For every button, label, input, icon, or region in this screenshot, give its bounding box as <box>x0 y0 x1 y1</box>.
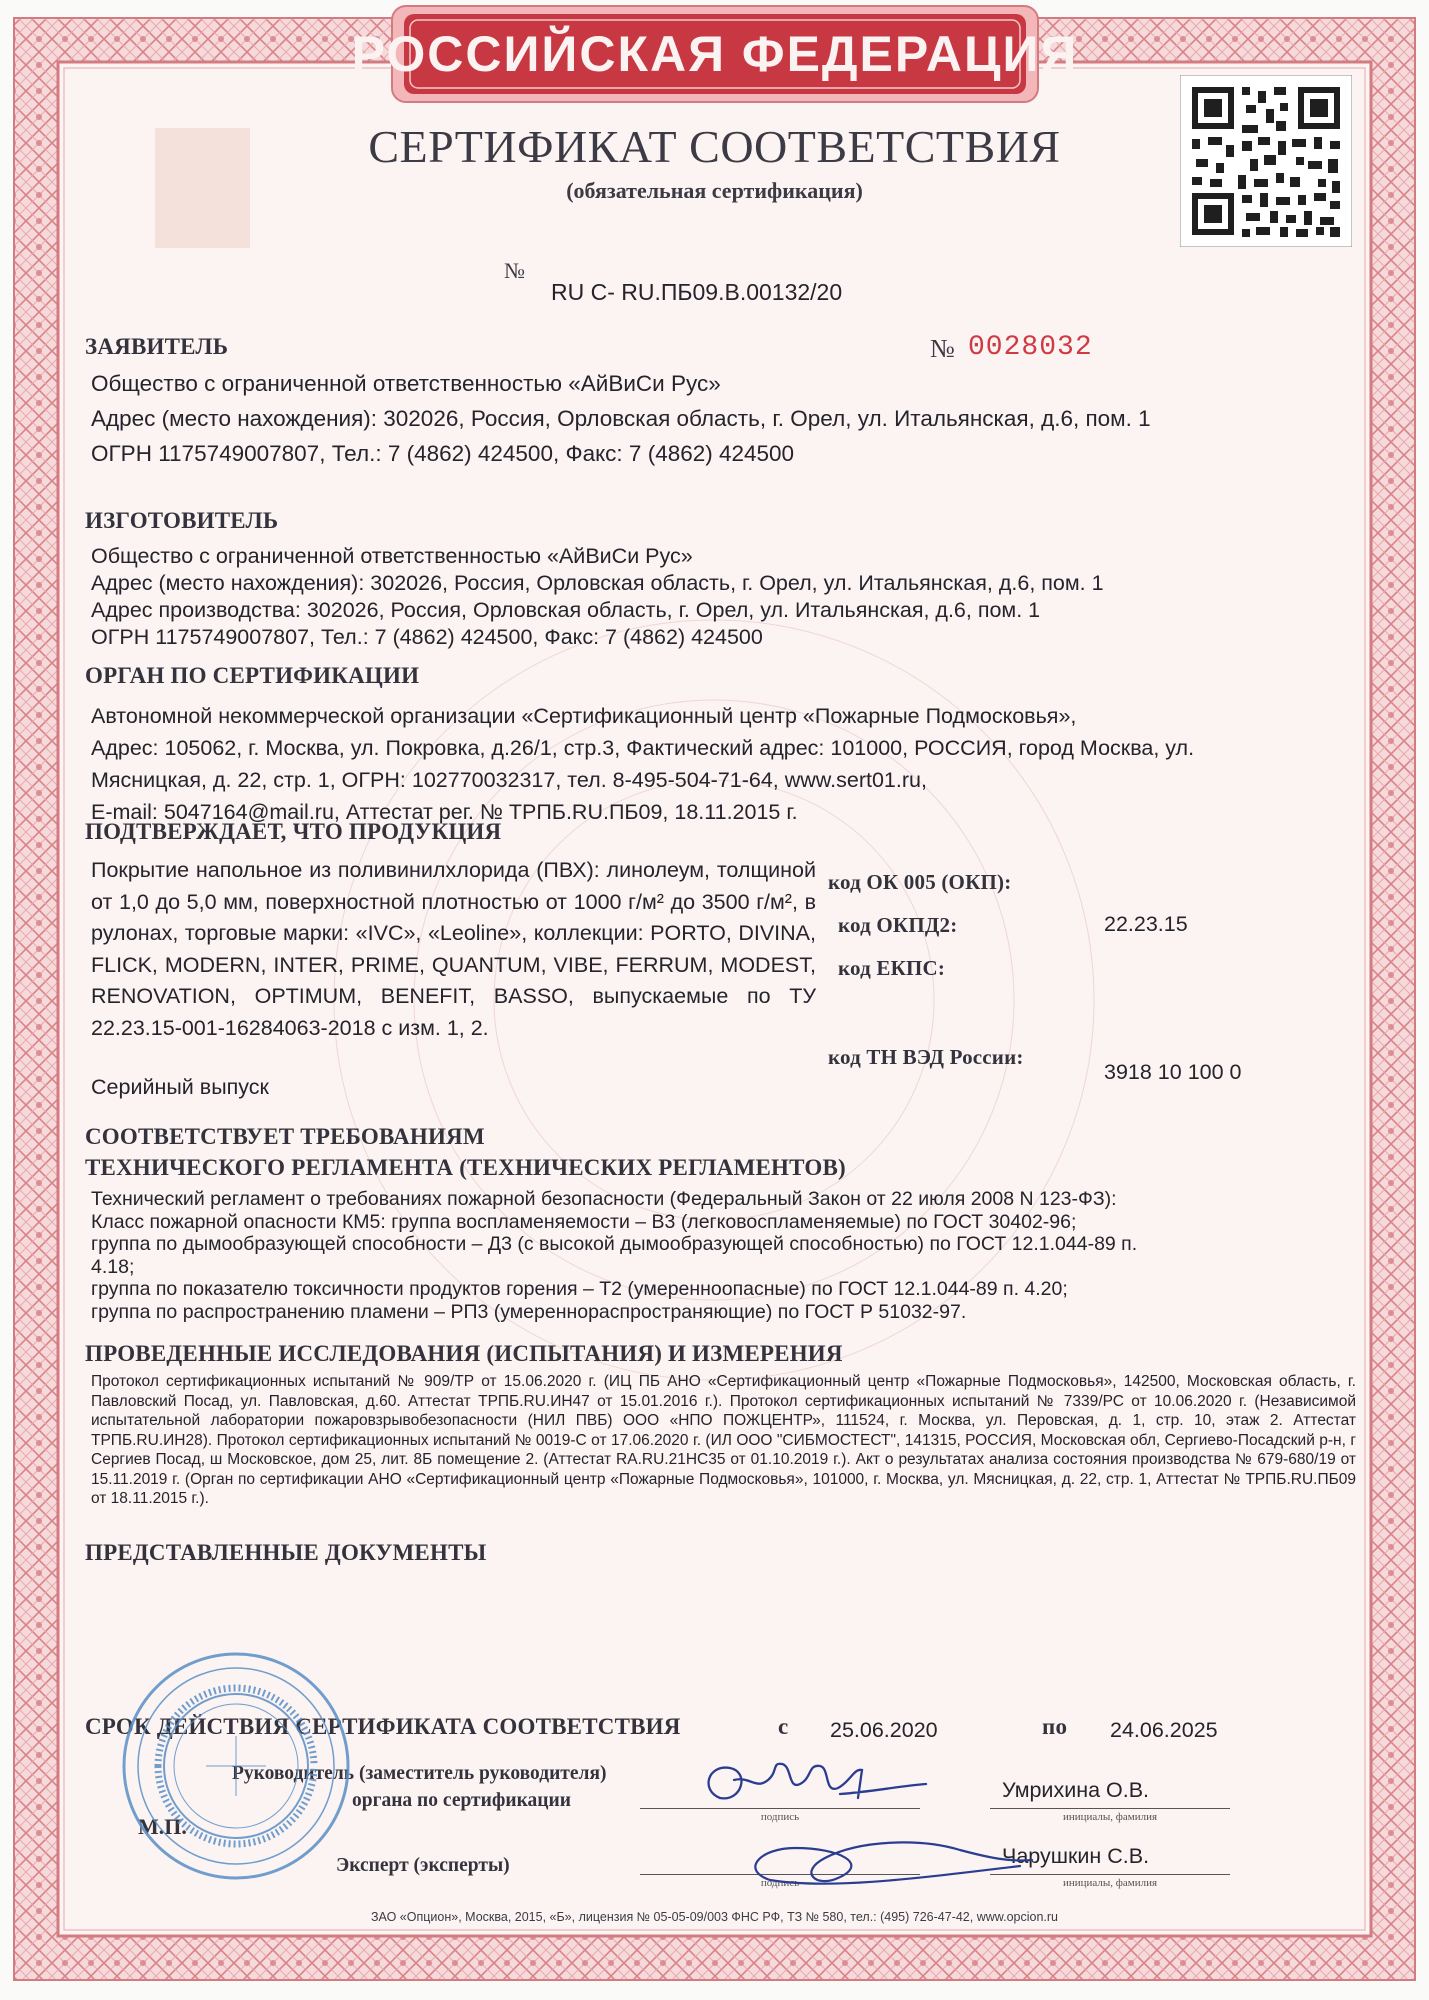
blank-number-prefix: № <box>930 334 955 363</box>
number-prefix: № <box>504 258 525 283</box>
code-okpd2-label: код ОКПД2: <box>838 913 958 937</box>
validity-to-label: по <box>1042 1714 1068 1739</box>
code-tnved-label: код ТН ВЭД России: <box>828 1045 1024 1069</box>
head-name-line <box>990 1808 1230 1809</box>
manufacturer-production-address: Адрес производства: 302026, Россия, Орловская область, г. Орел, ул. Итальянская, д.6, пом. 1 <box>91 598 1041 622</box>
requirements-heading-2: ТЕХНИЧЕСКОГО РЕГЛАМЕНТА (ТЕХНИЧЕСКИХ РЕГЛАМЕНТОВ) <box>85 1155 846 1180</box>
expert-name-caption: инициалы, фамилия <box>1062 1877 1158 1889</box>
product-serial: Серийный выпуск <box>91 1075 269 1099</box>
official-seal <box>118 1648 354 1884</box>
validity-from-label: с <box>778 1714 789 1739</box>
cert-body-block <box>91 700 1194 828</box>
head-signature <box>690 1750 930 1820</box>
product-description: Покрытие напольное из поливинилхлорида (ПВХ): линолеум, толщиной от 1,0 до 5,0 мм, поверхностной плотностью от 1000 г/м² до 3500 г/м², в рулонах, торговые марки: «IVC», «Leoline», коллекции: PORTO, DIVINA, FLICK, MODERN, INTER, PRIME, QUANTUM, VIBE, FERRUM, MODEST, RENOVATION, OPTIMUM, BENEFIT, BASSO, выпускаемые по ТУ 22.23.15-001-16284063-2018 с изм. 1, 2. <box>91 858 816 1040</box>
manufacturer-block <box>91 543 1104 651</box>
cert-body-address: Адрес: 105062, г. Москва, ул. Покровка, д.26/1, стр.3, Фактический адрес: 101000, РОССИЯ, город Москва, ул. <box>91 736 1195 760</box>
head-signature-caption: подпись <box>760 1811 800 1823</box>
requirement-line: 4.18; <box>91 1255 135 1278</box>
requirement-line: группа по дымообразующей способности – Д3 (с высокой дымообразующей способностью) по ГОСТ 12.1.044-89 п. <box>91 1233 1138 1255</box>
validity-from-date: 25.06.2020 <box>830 1718 938 1742</box>
documents-heading: ПРЕДСТАВЛЕННЫЕ ДОКУМЕНТЫ <box>85 1540 487 1565</box>
expert-name: Чарушкин С.В. <box>1002 1844 1150 1868</box>
cert-body-address-cont: Мясницкая, д. 22, стр. 1, ОГРН: 102770032317, тел. 8-495-504-71-64, www.sert01.ru, <box>91 768 927 792</box>
validity-to-date: 24.06.2025 <box>1110 1718 1218 1742</box>
expert-label: Эксперт (эксперты) <box>336 1855 510 1876</box>
head-label: Руководитель (заместитель руководителя) <box>232 1763 607 1784</box>
cert-body-name: Автономной некоммерческой организации «Сертификационный центр «Пожарные Подмосковья», <box>91 704 1077 728</box>
expert-signature-caption: подпись <box>760 1877 800 1889</box>
manufacturer-address: Адрес (место нахождения): 302026, Россия, Орловская область, г. Орел, ул. Итальянская, д.6, пом. 1 <box>91 571 1104 595</box>
code-okpd2-value: 22.23.15 <box>1104 912 1188 936</box>
requirement-line: группа по распространению пламени – РП3 (умереннораспространяющие) по ГОСТ Р 51032-97. <box>91 1300 967 1323</box>
code-okp-label: код ОК 005 (ОКП): <box>828 870 1012 894</box>
code-ekps-label: код ЕКПС: <box>838 956 946 980</box>
requirements-block <box>91 1188 1137 1323</box>
seal-label: М.П. <box>138 1814 187 1839</box>
requirement-line: группа по показателю токсичности продуктов горения – Т2 (умеренноопасные) по ГОСТ 12.1.044-89 п. 4.20; <box>91 1278 1068 1300</box>
head-name-caption: инициалы, фамилия <box>1062 1811 1158 1823</box>
blank-number: 0028032 <box>968 332 1093 363</box>
country-banner <box>351 14 1079 94</box>
requirement-line: Класс пожарной опасности КМ5: группа воспламеняемости – В3 (легковоспламеняемые) по ГОСТ 30402-96; <box>91 1210 1077 1233</box>
cert-body-email: E-mail: 5047164@mail.ru, Аттестат рег. № ТРПБ.RU.ПБ09, 18.11.2015 г. <box>91 800 798 824</box>
cert-body-heading: ОРГАН ПО СЕРТИФИКАЦИИ <box>85 663 420 688</box>
code-tnved-value: 3918 10 100 0 <box>1104 1060 1242 1084</box>
certificate-number: RU C- RU.ПБ09.В.00132/20 <box>551 279 843 305</box>
requirements-heading: СООТВЕТСТВУЕТ ТРЕБОВАНИЯМ <box>85 1124 485 1149</box>
expert-signature <box>620 1820 1040 1900</box>
applicant-heading: ЗАЯВИТЕЛЬ <box>85 334 229 359</box>
tests-text: Протокол сертификационных испытаний № 909/ТР от 15.06.2020 г. (ИЦ ПБ АНО «Сертификационный центр «Пожарные Подмосковья», 142500, Московская область, г. Павловский Посад, ул. Павловская, д.60. Аттестат ТРПБ.RU.ИН47 от 15.01.2016 г.). Протокол сертификационных испытаний № 7339/РС от 10.06.2020 г. (Независимой испытательной лаборатории пожаровзрывобезопасности (НИЛ ПВБ) ООО «НПО ПОЖЦЕНТР», 111524, г. Москва, ул. Перовская, д. 1, стр. 10, этаж 2. Аттестат ТРПБ.RU.ИН28). Протокол сертификационных испытаний № 0019-С от 17.06.2020 г. (ИЛ ООО "СИБМОСТЕСТ", 141315, РОССИЯ, Московская обл, Сергиево-Посадский р-н, г Сергиев Посад, ш Московское, дом 25, лит. 8Б помещение 2. (Аттестат RA.RU.21НС35 от 01.10.2019 г.). Акт о результатах анализа состояния производства № 679-680/19 от 15.11.2019 г. (Орган по сертификации АНО «Сертификационный центр «Пожарные Подмосковья», 101000, г. Москва, ул. Мясницкая, д. 22, стр. 1, Аттестат № ТРПБ.RU.ПБ09 от 18.11.2015 г.). <box>91 1373 1356 1507</box>
manufacturer-name: Общество с ограниченной ответственностью «АйВиСи Рус» <box>91 544 693 568</box>
head-label-2: органа по сертификации <box>352 1790 571 1811</box>
head-name: Умрихина О.В. <box>1002 1778 1150 1802</box>
applicant-name: Общество с ограниченной ответственностью «АйВиСи Рус» <box>91 371 721 396</box>
manufacturer-contacts: ОГРН 1175749007807, Тел.: 7 (4862) 424500, Факс: 7 (4862) 424500 <box>91 625 763 649</box>
printer-footer: ЗАО «Опцион», Москва, 2015, «Б», лицензия № 05-05-09/003 ФНС РФ, ТЗ № 580, тел.: (495) 726-47-42, www.opcion.ru <box>371 1910 1058 1924</box>
certificate-subtitle: (обязательная сертификация) <box>566 178 863 203</box>
applicant-address: Адрес (место нахождения): 302026, Россия, Орловская область, г. Орел, ул. Итальянская, д.6, пом. 1 <box>91 406 1151 431</box>
applicant-contacts: ОГРН 1175749007807, Тел.: 7 (4862) 424500, Факс: 7 (4862) 424500 <box>91 441 795 466</box>
manufacturer-heading: ИЗГОТОВИТЕЛЬ <box>85 508 279 533</box>
tests-heading: ПРОВЕДЕННЫЕ ИССЛЕДОВАНИЯ (ИСПЫТАНИЯ) И ИЗМЕРЕНИЯ <box>85 1341 843 1366</box>
applicant-block <box>91 366 1151 471</box>
validity-heading: СРОК ДЕЙСТВИЯ СЕРТИФИКАТА СООТВЕТСТВИЯ <box>85 1714 681 1739</box>
requirement-line: Технический регламент о требованиях пожарной безопасности (Федеральный Закон от 22 июля 2008 N 123-ФЗ): <box>91 1188 1117 1210</box>
certificate-title: СЕРТИФИКАТ СООТВЕТСТВИЯ <box>368 121 1061 172</box>
country-name: РОССИЙСКАЯ ФЕДЕРАЦИЯ <box>351 26 1079 82</box>
product-heading: ПОДТВЕРЖДАЕТ, ЧТО ПРОДУКЦИЯ <box>85 819 502 844</box>
